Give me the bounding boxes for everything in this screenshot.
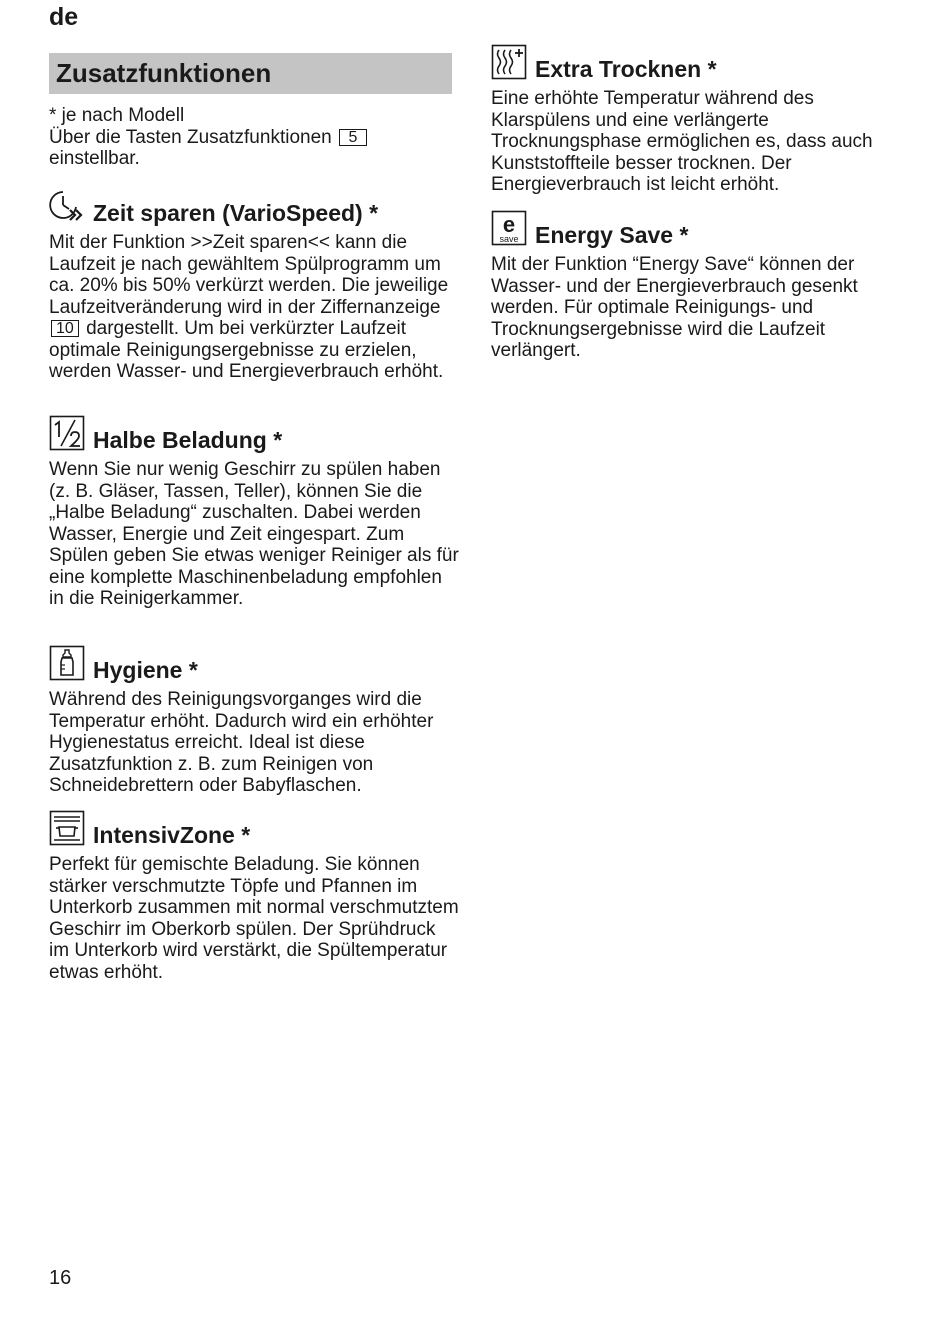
feature-head: [49, 415, 459, 455]
key-10-box: 10: [51, 320, 79, 337]
section-banner: [49, 53, 452, 94]
feature-title: Halbe Beladung *: [93, 427, 283, 453]
intro-text: [49, 127, 454, 170]
language-tag: de: [49, 3, 79, 31]
body-after: dargestellt. Um bei verkürzter Laufzeit optimale Reinigungsergebnisse zu erzielen, werden Wasser- und Energieverbrauch erhöht.: [49, 318, 444, 382]
clock-fast-icon: [49, 188, 85, 224]
feature-body: Perfekt für gemischte Beladung. Sie können stärker verschmutzte Töpfe und Pfannen im Unterkorb zusammen mit normal verschmutztem Geschirr im Oberkorb spülen. Der Sprühdruck im Unterkorb wird verstärkt, die Spültemperatur etwas erhöht.: [49, 854, 459, 983]
energy-save-icon: [491, 210, 527, 246]
feature-hygiene: [49, 645, 459, 797]
intro-text-before: Über die Tasten Zusatzfunktionen: [49, 126, 332, 148]
feature-body: Während des Reinigungsvorganges wird die Temperatur erhöht. Dadurch wird ein erhöhter Hygienestatus erreicht. Ideal ist diese Zusatzfunktion z. B. zum Reinigen von Schneidebrettern oder Babyflaschen.: [49, 689, 434, 796]
feature-title: Extra Trocknen *: [535, 56, 717, 82]
feature-head: [49, 645, 459, 685]
energy-save-icon-sub: save: [499, 234, 519, 244]
energy-save-icon-letter: e: [502, 212, 516, 237]
feature-head: [491, 210, 901, 250]
feature-zeit-sparen: [49, 188, 459, 383]
feature-body: Mit der Funktion “Energy Save“ können der Wasser- und der Energieverbrauch gesenkt werden. Für optimale Reinigungs- und Trocknungsergebnisse wird die Laufzeit verlängert.: [491, 254, 858, 361]
feature-extra-trocknen: [491, 44, 901, 196]
extra-dry-icon: [491, 44, 527, 80]
feature-title: IntensivZone *: [93, 822, 251, 848]
half-load-icon: [49, 415, 85, 451]
feature-energy-save: [491, 210, 901, 362]
feature-head: [49, 188, 459, 228]
feature-title: Energy Save *: [535, 222, 689, 248]
feature-head: [491, 44, 901, 84]
intro: [49, 105, 454, 170]
intensive-zone-icon: [49, 810, 85, 846]
feature-title: Hygiene *: [93, 657, 198, 683]
feature-head: [49, 810, 459, 850]
baby-bottle-icon: [49, 645, 85, 681]
key-5-box: 5: [339, 129, 367, 146]
body-before: Mit der Funktion >>Zeit sparen<< kann die Laufzeit je nach gewähltem Spülprogramm um ca. 20% bis 50% verkürzt werden. Die jeweilige Laufzeitveränderung wird in der Ziffernanzeige: [49, 232, 449, 318]
section-title: Zusatzfunktionen: [56, 58, 272, 88]
page-number: 16: [49, 1267, 72, 1289]
intro-text-after: einstellbar.: [49, 148, 140, 169]
feature-halbe-beladung: [49, 415, 459, 610]
feature-body: [49, 228, 459, 383]
footnote: * je nach Modell: [49, 105, 185, 126]
feature-body: Wenn Sie nur wenig Geschirr zu spülen haben (z. B. Gläser, Tassen, Teller), können Sie die „Halbe Beladung“ zuschalten. Dabei werden Wasser, Energie und Zeit eingespart. Zum Spülen geben Sie etwas weniger Reiniger als für eine komplette Maschinenbeladung empfohlen in die Reinigerkammer.: [49, 459, 459, 609]
feature-intensivzone: [49, 810, 459, 983]
feature-title: Zeit sparen (VarioSpeed) *: [93, 200, 379, 226]
feature-body: Eine erhöhte Temperatur während des Klarspülens und eine verlängerte Trocknungsphase ermöglichen es, dass auch Kunststoffteile besser trocknen. Der Energieverbrauch ist leicht erhöht.: [491, 88, 873, 195]
